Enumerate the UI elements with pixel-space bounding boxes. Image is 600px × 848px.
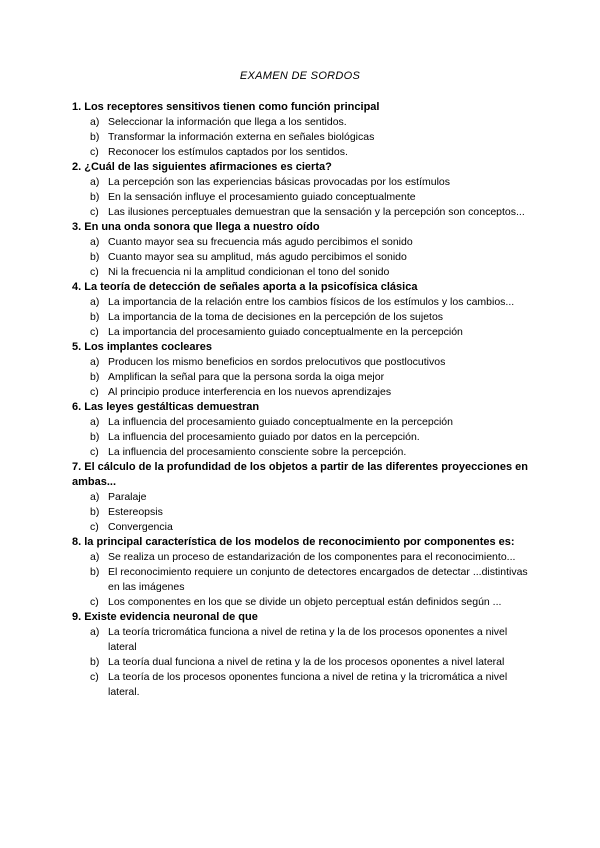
question-text: 2. ¿Cuál de las siguientes afirmaciones es cierta? [72,161,332,173]
option-text: Al principio produce interferencia en los nuevos aprendizajes [108,386,392,398]
question-text: 9. Existe evidencia neuronal de que [72,611,258,623]
option-letter: c) [90,326,99,338]
answer-options [72,175,532,220]
question-text: 5. Los implantes cocleares [72,341,213,353]
answer-option [72,190,532,205]
option-letter: a) [90,116,100,128]
option-letter: a) [90,296,100,308]
answer-option [72,310,532,325]
answer-option [72,670,532,700]
answer-option [72,370,532,385]
answer-option [72,445,532,460]
option-text: La teoría de los procesos oponentes funciona a nivel de retina y la tricromática a nivel lateral. [108,671,508,698]
answer-option [72,595,532,610]
question-2 [72,160,532,220]
question-9 [72,610,532,700]
answer-options [72,115,532,160]
option-text: La teoría tricromática funciona a nivel de retina y la de los procesos oponentes a nivel lateral [108,626,508,653]
question-5 [72,340,532,400]
question-text: 3. En una onda sonora que llega a nuestro oído [72,221,320,233]
answer-option [72,520,532,535]
option-letter: a) [90,626,100,638]
answer-option [72,325,532,340]
answer-option [72,235,532,250]
answer-option [72,385,532,400]
answer-option [72,295,532,310]
answer-options [72,295,532,340]
question-text: 8. la principal característica de los modelos de reconocimiento por componentes es: [72,536,515,548]
option-text: Producen los mismo beneficios en sordos prelocutivos que postlocutivos [108,356,446,368]
question-6 [72,400,532,460]
option-letter: b) [90,506,100,518]
option-text: La influencia del procesamiento guiado por datos en la percepción. [108,431,420,443]
question-text: 1. Los receptores sensitivos tienen como función principal [72,101,380,113]
option-text: La importancia de la relación entre los cambios físicos de los estímulos y los cambios... [108,296,515,308]
option-letter: b) [90,656,100,668]
option-letter: b) [90,251,100,263]
option-text: Cuanto mayor sea su frecuencia más agudo percibimos el sonido [108,236,413,248]
option-letter: a) [90,236,100,248]
answer-option [72,115,532,130]
answer-option [72,175,532,190]
answer-option [72,355,532,370]
option-text: El reconocimiento requiere un conjunto de detectores encargados de detectar ...distintivas en las imágenes [108,566,528,593]
option-text: La influencia del procesamiento guiado conceptualmente en la percepción [108,416,453,428]
question-3 [72,220,532,280]
option-letter: c) [90,596,99,608]
option-letter: c) [90,386,99,398]
option-letter: b) [90,311,100,323]
question-text: 7. El cálculo de la profundidad de los objetos a partir de las diferentes proyecciones en ambas... [72,461,529,488]
option-text: La teoría dual funciona a nivel de retina y la de los procesos oponentes a nivel lateral [108,656,505,668]
option-letter: b) [90,131,100,143]
answer-option [72,490,532,505]
option-letter: c) [90,521,99,533]
option-text: La percepción son las experiencias básicas provocadas por los estímulos [108,176,451,188]
question-1 [72,100,532,160]
answer-options [72,550,532,610]
answer-option [72,430,532,445]
answer-options [72,490,532,535]
option-text: Paralaje [108,491,147,503]
option-letter: b) [90,191,100,203]
option-letter: a) [90,551,100,563]
answer-option [72,550,532,565]
exam-title: EXAMEN DE SORDOS [239,70,361,82]
option-text: La influencia del procesamiento consciente sobre la percepción. [108,446,407,458]
answer-options [72,625,532,700]
option-text: Cuanto mayor sea su amplitud, más agudo percibimos el sonido [108,251,407,263]
answer-option [72,265,532,280]
answer-option [72,250,532,265]
option-text: La importancia del procesamiento guiado conceptualmente en la percepción [108,326,463,338]
option-letter: c) [90,671,99,683]
option-letter: c) [90,266,99,278]
option-text: Reconocer los estímulos captados por los sentidos. [108,146,348,158]
option-letter: c) [90,146,99,158]
question-list [72,100,532,700]
option-text: Seleccionar la información que llega a los sentidos. [108,116,347,128]
question-8 [72,535,532,610]
option-text: En la sensación influye el procesamiento guiado conceptualmente [108,191,416,203]
answer-option [72,145,532,160]
answer-options [72,355,532,400]
answer-option [72,565,532,595]
option-letter: b) [90,431,100,443]
option-letter: b) [90,566,100,578]
option-letter: a) [90,416,100,428]
question-7 [72,460,532,535]
option-text: Se realiza un proceso de estandarización de los componentes para el reconocimiento... [108,551,516,563]
answer-option [72,655,532,670]
option-text: Convergencia [108,521,173,533]
option-text: Los componentes en los que se divide un objeto perceptual están definidos según ... [108,596,502,608]
option-letter: c) [90,446,99,458]
option-text: Estereopsis [108,506,163,518]
answer-option [72,625,532,655]
option-letter: a) [90,176,100,188]
answer-option [72,205,532,220]
option-text: Amplifican la señal para que la persona sorda la oiga mejor [108,371,385,383]
question-4 [72,280,532,340]
option-letter: a) [90,491,100,503]
option-text: Transformar la información externa en señales biológicas [108,131,375,143]
answer-options [72,235,532,280]
option-letter: b) [90,371,100,383]
answer-option [72,505,532,520]
answer-options [72,415,532,460]
answer-option [72,415,532,430]
option-letter: c) [90,206,99,218]
answer-option [72,130,532,145]
option-letter: a) [90,356,100,368]
question-text: 6. Las leyes gestálticas demuestran [72,401,260,413]
option-text: Las ilusiones perceptuales demuestran que la sensación y la percepción son conceptos... [108,206,525,218]
option-text: Ni la frecuencia ni la amplitud condicionan el tono del sonido [108,266,390,278]
question-text: 4. La teoría de detección de señales aporta a la psicofísica clásica [72,281,418,293]
option-text: La importancia de la toma de decisiones en la percepción de los sujetos [108,311,444,323]
